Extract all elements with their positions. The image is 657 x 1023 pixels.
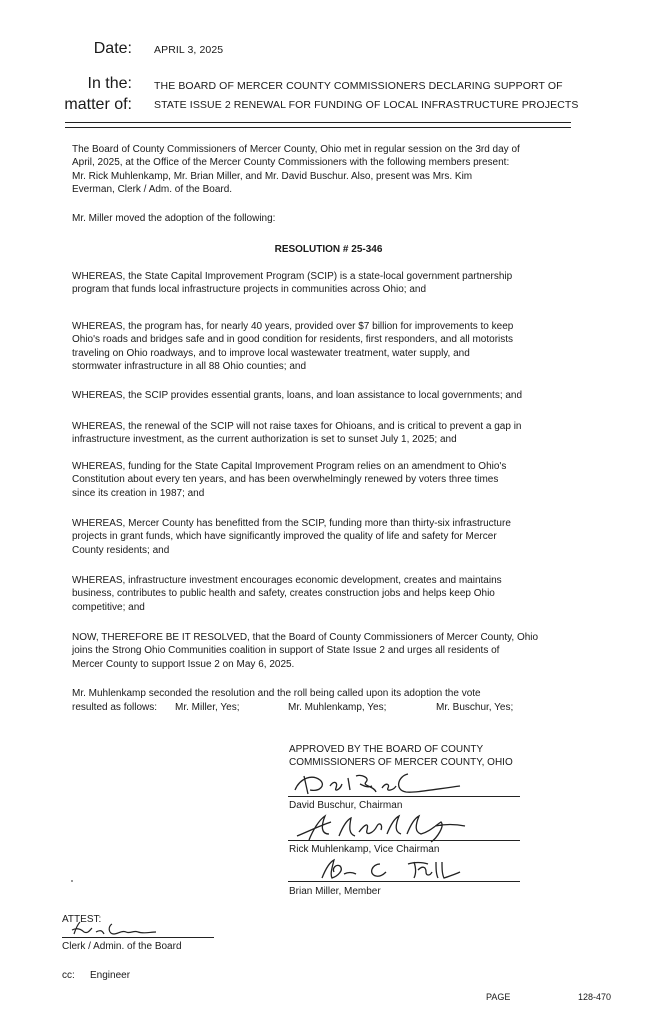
clause-line: projects in grant funds, which have significantly improved the quality of life and safety for Mercer (72, 531, 497, 543)
signer-1: David Buschur, Chairman (289, 800, 403, 811)
cc-value: Engineer (90, 970, 131, 981)
motion-line: Mr. Miller moved the adoption of the following: (72, 213, 276, 224)
clause-line: since its creation in 1987; and (72, 487, 205, 499)
attest-signature-line (62, 937, 214, 938)
clause-line: WHEREAS, the renewal of the SCIP will not raise taxes for Ohioans, and is critical to prevent a gap in (72, 421, 522, 432)
motion-paragraph (72, 212, 562, 225)
matter-title-line-2: STATE ISSUE 2 RENEWAL FOR FUNDING OF LOCAL INFRASTRUCTURE PROJECTS (154, 99, 579, 111)
clause-line: program that funds local infrastructure projects in communities across Ohio; and (72, 284, 427, 296)
intro-line: April, 2025, at the Office of the Mercer County Commissioners with the following members present: (72, 157, 510, 169)
vote-miller: Mr. Miller, Yes; (175, 702, 240, 713)
whereas-clause-4 (72, 420, 562, 447)
clause-line: WHEREAS, funding for the State Capital Improvement Program relies on an amendment to Ohio's (72, 461, 507, 472)
vote-line-1: Mr. Muhlenkamp seconded the resolution and the roll being called upon its adoption the vote (72, 688, 481, 699)
intro-line: The Board of County Commissioners of Mercer County, Ohio met in regular session on the 3rd day of (72, 144, 520, 155)
cc-label: cc: (62, 970, 75, 981)
signature-miller-image (318, 856, 478, 884)
matter-label-line-2: matter of: (64, 96, 132, 113)
signer-3: Brian Miller, Member (289, 886, 381, 897)
matter-title-line-1: THE BOARD OF MERCER COUNTY COMMISSIONERS DECLARING SUPPORT OF (154, 80, 563, 92)
signature-clerk-image (70, 920, 190, 938)
intro-line: Everman, Clerk / Adm. of the Board. (72, 183, 233, 195)
clause-line: joins the Strong Ohio Communities coalition in support of State Issue 2 and urges all residents of (72, 645, 500, 657)
whereas-clause-6 (72, 517, 562, 557)
date-value: APRIL 3, 2025 (154, 44, 224, 56)
intro-line: Mr. Rick Muhlenkamp, Mr. Brian Miller, and Mr. David Buschur. Also, present was Mrs. Kim (72, 170, 473, 182)
matter-label-line-1: In the: (87, 75, 132, 92)
clause-line: WHEREAS, the SCIP provides essential grants, loans, and loan assistance to local governments; and (72, 390, 523, 401)
clause-line: WHEREAS, the State Capital Improvement Program (SCIP) is a state-local government partnership (72, 271, 513, 282)
approval-line-1: APPROVED BY THE BOARD OF COUNTY (289, 744, 484, 755)
clause-line: infrastructure investment, as the current authorization is set to sunset July 1, 2025; and (72, 434, 457, 446)
whereas-clause-2 (72, 320, 562, 373)
clause-line: WHEREAS, the program has, for nearly 40 years, provided over $7 billion for improvements to keep (72, 321, 514, 332)
vote-muhlenkamp: Mr. Muhlenkamp, Yes; (288, 702, 387, 713)
clause-line: NOW, THEREFORE BE IT RESOLVED, that the Board of County Commissioners of Mercer County, Ohio (72, 632, 539, 643)
page-label: PAGE (486, 992, 511, 1002)
signature-line-3 (288, 881, 520, 882)
resolution-title: RESOLUTION # 25-346 (274, 244, 383, 255)
page-number: 128-470 (578, 992, 612, 1002)
whereas-clause-5 (72, 460, 562, 500)
stray-mark (71, 880, 73, 882)
resolved-clause (72, 631, 562, 671)
signer-2: Rick Muhlenkamp, Vice Chairman (289, 844, 440, 855)
whereas-clause-1 (72, 270, 562, 297)
clause-line: Constitution about every ten years, and has been overwhelmingly renewed by voters three times (72, 474, 499, 486)
signature-line-2 (288, 840, 520, 841)
clause-line: Ohio's roads and bridges safe and in good condition for residents, first responders, and all motorists (72, 334, 514, 346)
header-rule-top (65, 122, 571, 123)
clause-line: WHEREAS, infrastructure investment encourages economic development, creates and maintains (72, 575, 502, 586)
clause-line: County residents; and (72, 544, 170, 556)
header-rule-bottom (65, 127, 571, 128)
signature-buschur-image (290, 768, 470, 798)
intro-paragraph (72, 143, 562, 196)
vote-line-2: resulted as follows: (72, 702, 158, 713)
clause-line: competitive; and (72, 601, 145, 613)
clause-line: business, contributes to public health and safety, creates construction jobs and helps keep Ohio (72, 588, 495, 600)
clause-line: traveling on Ohio roadways, and to improve local wastewater treatment, water supply, and (72, 347, 470, 359)
date-label: Date: (93, 40, 132, 57)
clause-line: Mercer County to support Issue 2 on May 6, 2025. (72, 658, 295, 670)
whereas-clause-7 (72, 574, 562, 614)
vote-buschur: Mr. Buschur, Yes; (436, 702, 514, 713)
clause-line: WHEREAS, Mercer County has benefitted from the SCIP, funding more than thirty-six infrastructure (72, 518, 511, 529)
clause-line: stormwater infrastructure in all 88 Ohio counties; and (72, 360, 306, 372)
whereas-clause-3 (72, 389, 562, 402)
approval-line-2: COMMISSIONERS OF MERCER COUNTY, OHIO (289, 757, 513, 768)
attest-role: Clerk / Admin. of the Board (62, 941, 182, 952)
signature-line-1 (288, 796, 520, 797)
attest-label: ATTEST: (62, 914, 102, 925)
